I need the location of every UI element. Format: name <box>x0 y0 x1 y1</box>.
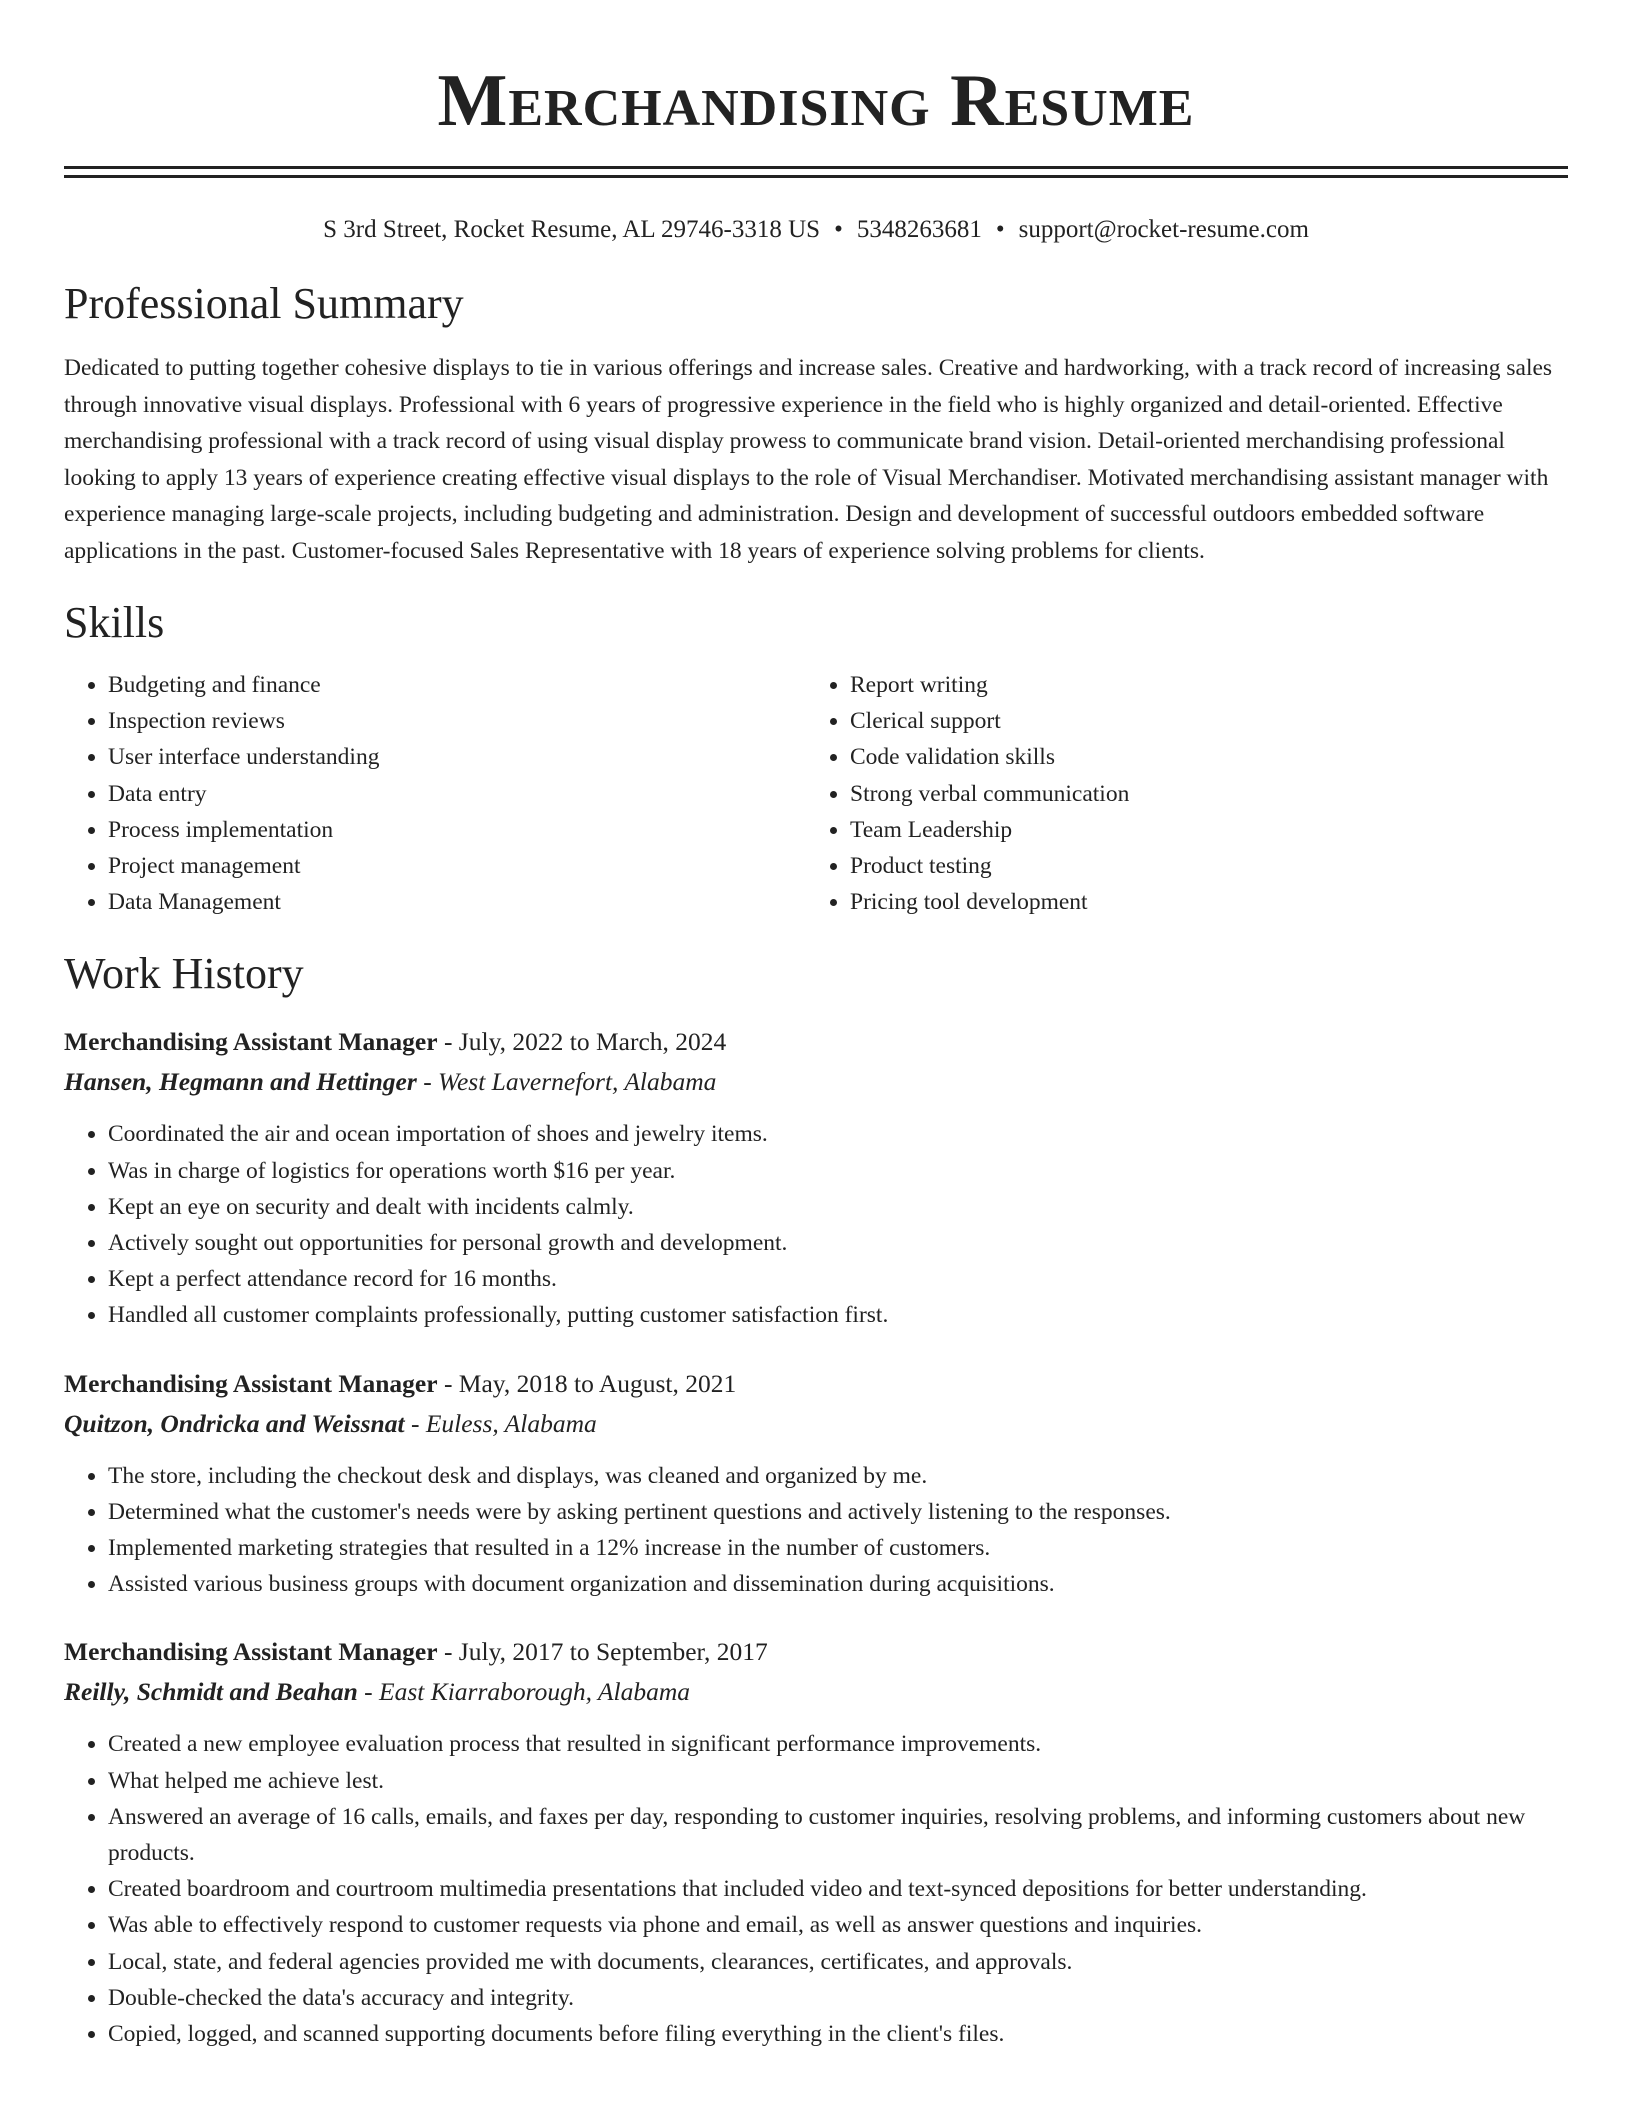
skill-item: • Report writing <box>850 667 1548 703</box>
job-bullet: • Handled all customer complaints professionally, putting customer satisfaction first. <box>108 1297 1568 1333</box>
skill-item: • Budgeting and finance <box>108 667 806 703</box>
resume-page <box>64 0 1568 2052</box>
job-location: - East Kiarraborough, Alabama <box>364 1677 691 1707</box>
job-title: Merchandising Assistant Manager <box>64 1027 438 1057</box>
job-header <box>64 1364 1568 1404</box>
skill-item: • Code validation skills <box>850 739 1548 775</box>
job-dates: - July, 2017 to September, 2017 <box>443 1637 768 1667</box>
resume-title: Merchandising Resume <box>437 60 1195 142</box>
job-bullets <box>64 1726 1568 2052</box>
contact-separator: • <box>995 216 1005 243</box>
job-dates: - May, 2018 to August, 2021 <box>443 1368 737 1398</box>
job-header <box>64 1632 1568 1672</box>
job-bullet: • Created boardroom and courtroom multimedia presentations that included video and text-synced depositions for better understanding. <box>108 1871 1568 1907</box>
contact-address: S 3rd Street, Rocket Resume, AL 29746-3318 US <box>323 216 821 243</box>
contact-separator: • <box>834 216 843 243</box>
job-bullet: • Copied, logged, and scanned supporting documents before filing everything in the client's files. <box>108 2016 1568 2052</box>
job-company-line <box>64 1404 1568 1444</box>
job-dates: - July, 2022 to March, 2024 <box>443 1027 727 1057</box>
summary-section <box>64 278 1568 569</box>
skill-item: • Team Leadership <box>850 812 1548 848</box>
skills-section <box>64 597 1568 920</box>
job-title: Merchandising Assistant Manager <box>64 1368 438 1398</box>
job-company-line <box>64 1062 1568 1102</box>
work-history-heading: Work History <box>64 949 304 999</box>
job-entry <box>64 1022 1568 1333</box>
job-bullet: • Was able to effectively respond to customer requests via phone and email, as well as answer questions and inquiries. <box>108 1907 1568 1943</box>
skill-item: • User interface understanding <box>108 739 806 775</box>
contact-phone: 5348263681 <box>856 216 982 243</box>
job-bullet: • Determined what the customer's needs were by asking pertinent questions and actively listening to the responses. <box>108 1494 1568 1530</box>
contact-email: support@rocket-resume.com <box>1018 216 1309 243</box>
job-bullet: • Was in charge of logistics for operations worth $16 per year. <box>108 1153 1568 1189</box>
job-entry <box>64 1364 1568 1603</box>
title-double-rule <box>64 166 1568 178</box>
job-header <box>64 1022 1568 1062</box>
skill-item: • Data entry <box>108 776 806 812</box>
skill-item: • Process implementation <box>108 812 806 848</box>
summary-heading: Professional Summary <box>64 279 464 328</box>
job-bullet: • Double-checked the data's accuracy and integrity. <box>108 1980 1568 2016</box>
job-bullet: • Kept an eye on security and dealt with incidents calmly. <box>108 1189 1568 1225</box>
contact-line <box>64 214 1568 246</box>
skill-item: • Strong verbal communication <box>850 776 1548 812</box>
job-company: Reilly, Schmidt and Beahan <box>64 1677 358 1707</box>
job-bullet: • Coordinated the air and ocean importation of shoes and jewelry items. <box>108 1116 1568 1152</box>
job-bullet: • Actively sought out opportunities for personal growth and development. <box>108 1225 1568 1261</box>
job-title: Merchandising Assistant Manager <box>64 1637 438 1667</box>
job-bullet: • Local, state, and federal agencies provided me with documents, clearances, certificates, and approvals. <box>108 1944 1568 1980</box>
job-bullet: • Created a new employee evaluation process that resulted in significant performance improvements. <box>108 1726 1568 1762</box>
job-company-line <box>64 1672 1568 1712</box>
job-bullet: • Answered an average of 16 calls, emails, and faxes per day, responding to customer inquiries, resolving problems, and informing customers about new products. <box>108 1799 1568 1871</box>
skills-columns <box>64 667 1568 920</box>
job-location: - West Lavernefort, Alabama <box>423 1067 717 1097</box>
skill-item: • Pricing tool development <box>850 884 1548 920</box>
job-company: Quitzon, Ondricka and Weissnat <box>64 1408 405 1438</box>
skills-heading: Skills <box>64 598 165 647</box>
skills-right-list <box>806 667 1548 920</box>
skill-item: • Clerical support <box>850 703 1548 739</box>
skill-item: • Project management <box>108 848 806 884</box>
job-bullet: • What helped me achieve lest. <box>108 1763 1568 1799</box>
skill-item: • Product testing <box>850 848 1548 884</box>
summary-text: Dedicated to putting together cohesive displays to tie in various offerings and increase sales. Creative and hardworking, with a track record of increasing sales through innovative visual displays. Professional with 6 years of progressive experience in the field who is highly organized and detail-oriented. Effective merchandising professional with a track record of using visual display prowess to communicate brand vision. Detail-oriented merchandising professional looking to apply 13 years of experience creating effective visual displays to the role of Visual Merchandiser. Motivated merchandising assistant manager with experience managing large-scale projects, including budgeting and administration. Design and development of successful outdoors embedded software applications in the past. Customer-focused Sales Representative with 18 years of experience solving problems for clients. <box>64 355 1553 564</box>
job-company: Hansen, Hegmann and Hettinger <box>64 1067 417 1097</box>
skills-left-list <box>64 667 806 920</box>
work-history-section <box>64 948 1568 2052</box>
job-bullets <box>64 1458 1568 1603</box>
job-bullet: • Implemented marketing strategies that resulted in a 12% increase in the number of customers. <box>108 1530 1568 1566</box>
job-location: - Euless, Alabama <box>410 1408 597 1438</box>
job-bullet: • Kept a perfect attendance record for 16 months. <box>108 1261 1568 1297</box>
skill-item: • Data Management <box>108 884 806 920</box>
job-bullet: • The store, including the checkout desk and displays, was cleaned and organized by me. <box>108 1458 1568 1494</box>
job-entry <box>64 1632 1568 2052</box>
skill-item: • Inspection reviews <box>108 703 806 739</box>
job-bullet: • Assisted various business groups with document organization and dissemination during acquisitions. <box>108 1566 1568 1602</box>
job-bullets <box>64 1116 1568 1333</box>
